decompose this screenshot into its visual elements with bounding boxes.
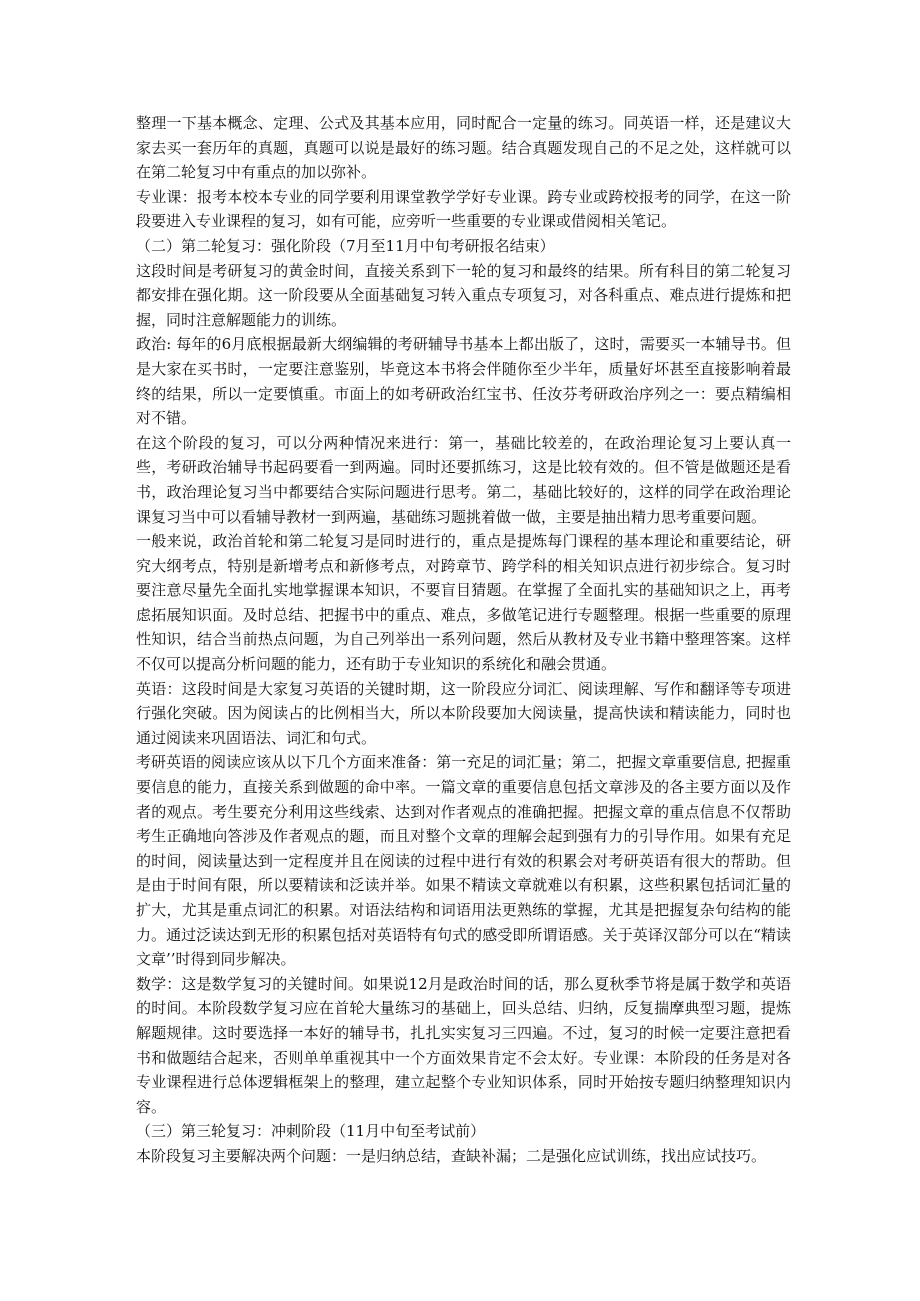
paragraph-english-key-period: 英语：这段时间是大家复习英语的关键时期，这一阶段应分词汇、阅读理解、写作和翻译等专项进行强化突破。因为阅读占的比例相当大，所以本阶段要加大阅读量，提高快读和精读能力，同时也通过阅读来巩固语法、词汇和句式。 (136, 679, 791, 747)
paragraph-politics-two-cases: 在这个阶段的复习，可以分两种情况来进行：第一，基础比较差的，在政治理论复习上要认真一些，考研政治辅导书起码要看一到两遍。同时还要抓练习，这是比较有效的。但不管是做题还是看书，政治理论复习当中都要结合实际问题进行思考。第二，基础比较好的，这样的同学在政治理论课复习当中可以看辅导教材一到两遍，基础练习题挑着做一做，主要是抽出精力思考重要问题。 (136, 433, 791, 526)
paragraph-politics-book: 政治: 每年的6月底根据最新大纲编辑的考研辅导书基本上都出版了，这时，需要买一本辅导书。但是大家在买书时，一定要注意鉴别，毕竟这本书将会伴随你至少半年，质量好坏甚至直接影响着最终的结果，所以一定要慎重。市面上的如考研政治红宝书、任汝芬考研政治序列之一：要点精编相对不错。 (136, 335, 791, 428)
paragraph-math-basics: 整理一下基本概念、定理、公式及其基本应用，同时配合一定量的练习。同英语一样，还是建议大家去买一套历年的真题，真题可以说是最好的练习题。结合真题发现自己的不足之处，这样就可以在第二轮复习中有重点的加以弥补。 (136, 114, 791, 182)
paragraph-english-reading: 考研英语的阅读应该从以下几个方面来准备：第一充足的词汇量；第二，把握文章重要信息, 把握重要信息的能力，直接关系到做题的命中率。一篇文章的重要信息包括文章涉及的各主要方面以及作者的观点。考生要充分利用这些线索、达到对作者观点的准确把握。把握文章的重点信息不仅帮助考生正确地向答涉及作者观点的题，而且对整个文章的理解会起到强有力的引导作用。如果有充足的时间，阅读量达到一定程度并且在阅读的过程中进行有效的积累会对考研英语有很大的帮助。但是由于时间有限，所以要精读和泛读并举。如果不精读文章就难以有积累，这些积累包括词汇量的扩大，尤其是重点词汇的积累。对语法结构和词语用法更熟练的掌握，尤其是把握复杂句结构的能力。通过泛读达到无形的积累包括对英语特有句式的感受即所谓语感。关于英译汉部分可以在“精读文章’’时得到同步解决。 (136, 753, 791, 969)
paragraph-math-key-time: 数学：这是数学复习的关键时间。如果说12月是政治时间的话，那么夏秋季节将是属于数学和英语的时间。本阶段数学复习应在首轮大量练习的基础上，回头总结、归纳，反复揣摩典型习题，提炼解题规律。这时要选择一本好的辅导书，扎扎实实复习三四遍。不过，复习的时候一定要注意把看书和做题结合起来，否则单单重视其中一个方面效果肯定不会太好。专业课：本阶段的任务是对各专业课程进行总体逻辑框架上的整理，建立起整个专业知识体系，同时开始按专题归纳整理知识内容。 (136, 974, 791, 1116)
document-body (136, 111, 791, 1169)
paragraph-third-round-intro: 本阶段复习主要解决两个问题：一是归纳总结，查缺补漏；二是强化应试训练，找出应试技巧。 (136, 1146, 767, 1165)
paragraph-major-course-stage1: 专业课：报考本校本专业的同学要利用课堂教学学好专业课。跨专业或跨校报考的同学，在这一阶段要进入专业课程的复习，如有可能，应旁听一些重要的专业课或借阅相关笔记。 (136, 187, 791, 231)
section-heading-third-round: （三）第三轮复习：冲刺阶段（11月中旬至考试前） (136, 1122, 486, 1141)
section-heading-second-round: （二）第二轮复习：强化阶段（7月至11月中旬考研报名结束） (136, 236, 555, 255)
paragraph-politics-method: 一般来说，政治首轮和第二轮复习是同时进行的，重点是提炼每门课程的基本理论和重要结论，研究大纲考点，特别是新增考点和新修考点，对跨章节、跨学科的相关知识点进行初步综合。复习时要注意尽量先全面扎实地掌握课本知识，不要盲目猜题。在掌握了全面扎实的基础知识之上，再考虑拓展知识面。及时总结、把握书中的重点、难点，多做笔记进行专题整理。根据一些重要的原理性知识，结合当前热点问题，为自己列举出一系列问题，然后从教材及专业书籍中整理答案。这样不仅可以提高分析问题的能力，还有助于专业知识的系统化和融会贯通。 (136, 532, 791, 674)
paragraph-second-round-intro: 这段时间是考研复习的黄金时间，直接关系到下一轮的复习和最终的结果。所有科目的第二轮复习都安排在强化期。这一阶段要从全面基础复习转入重点专项复习，对各科重点、难点进行提炼和把握，同时注意解题能力的训练。 (136, 261, 791, 329)
